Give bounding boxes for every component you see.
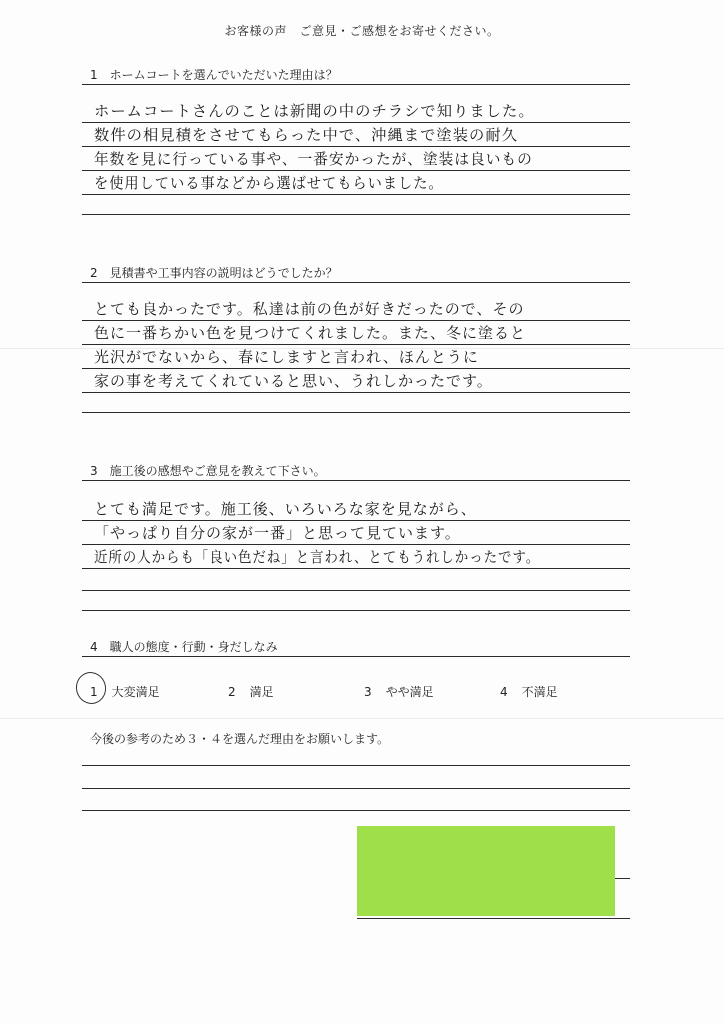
rating-option-4[interactable] — [500, 683, 558, 700]
followup-label: 今後の参考のため３・４を選んだ理由をお願いします。 — [90, 732, 390, 746]
rating-option-1[interactable] — [90, 683, 160, 700]
handwritten-answer-line: 家の事を考えてくれていると思い、うれしかったです。 — [94, 372, 493, 390]
answer-rule — [82, 84, 630, 85]
answer-rule — [82, 320, 630, 321]
answer-rule — [82, 656, 630, 657]
answer-rule — [82, 392, 630, 393]
option-label: 不満足 — [521, 685, 558, 699]
answer-rule — [82, 568, 630, 569]
answer-rule — [82, 122, 630, 123]
question-1-label: 1 ホームコートを選んでいただいた理由は？ — [90, 68, 338, 82]
handwritten-answer-line: 近所の人からも「良い色だね」と言われ、とてもうれしかったです。 — [94, 548, 541, 566]
handwritten-answer-line: 色に一番ちかい色を見つけてくれました。また、冬に塗ると — [94, 324, 527, 342]
answer-rule — [82, 194, 630, 195]
answer-rule — [82, 610, 630, 611]
option-number: 1 — [90, 685, 98, 699]
question-2-label: 2 見積書や工事内容の説明はどうでしたか？ — [90, 266, 338, 280]
handwritten-answer-line: とても満足です。施工後、いろいろな家を見ながら、 — [94, 500, 477, 518]
handwritten-answer-line: 数件の相見積をさせてもらった中で、沖縄まで塗装の耐久 — [94, 126, 519, 144]
answer-rule — [82, 480, 630, 481]
form-title: お客様の声 ご意見・ご感想をお寄せください。 — [224, 24, 500, 38]
option-number: 2 — [228, 685, 236, 699]
redaction-box — [357, 826, 615, 916]
answer-rule — [82, 544, 630, 545]
handwritten-answer-line: ホームコートさんのことは新聞の中のチラシで知りました。 — [94, 102, 535, 120]
answer-rule — [82, 214, 630, 215]
handwritten-answer-line: 「やっぱり自分の家が一番」と思って見ています。 — [94, 524, 461, 542]
answer-rule — [82, 146, 630, 147]
handwritten-answer-line: 年数を見に行っている事や、一番安かったが、塗装は良いもの — [94, 150, 533, 168]
option-number: 3 — [364, 685, 372, 699]
answer-rule — [82, 282, 630, 283]
answer-rule — [82, 412, 630, 413]
answer-rule — [82, 765, 630, 766]
option-number: 4 — [500, 685, 508, 699]
question-3-label: 3 施工後の感想やご意見を教えて下さい。 — [90, 464, 326, 478]
answer-rule — [82, 520, 630, 521]
option-label: 満足 — [249, 685, 274, 699]
answer-rule — [82, 810, 630, 811]
question-4-label: 4 職人の態度・行動・身だしなみ — [90, 640, 278, 654]
answer-rule — [82, 344, 630, 345]
scan-artifact — [0, 718, 724, 719]
answer-rule — [82, 368, 630, 369]
option-label: やや満足 — [385, 685, 434, 699]
rating-option-3[interactable] — [364, 683, 434, 700]
option-label: 大変満足 — [111, 685, 160, 699]
handwritten-answer-line: を使用している事などから選ばせてもらいました。 — [94, 174, 444, 192]
rating-option-2[interactable] — [228, 683, 274, 700]
answer-rule — [82, 788, 630, 789]
answer-rule — [82, 590, 630, 591]
answer-rule — [82, 170, 630, 171]
answer-rule — [357, 918, 630, 919]
handwritten-answer-line: とても良かったです。私達は前の色が好きだったので、その — [94, 300, 525, 318]
handwritten-answer-line: 光沢がでないから、春にしますと言われ、ほんとうに — [94, 348, 479, 366]
